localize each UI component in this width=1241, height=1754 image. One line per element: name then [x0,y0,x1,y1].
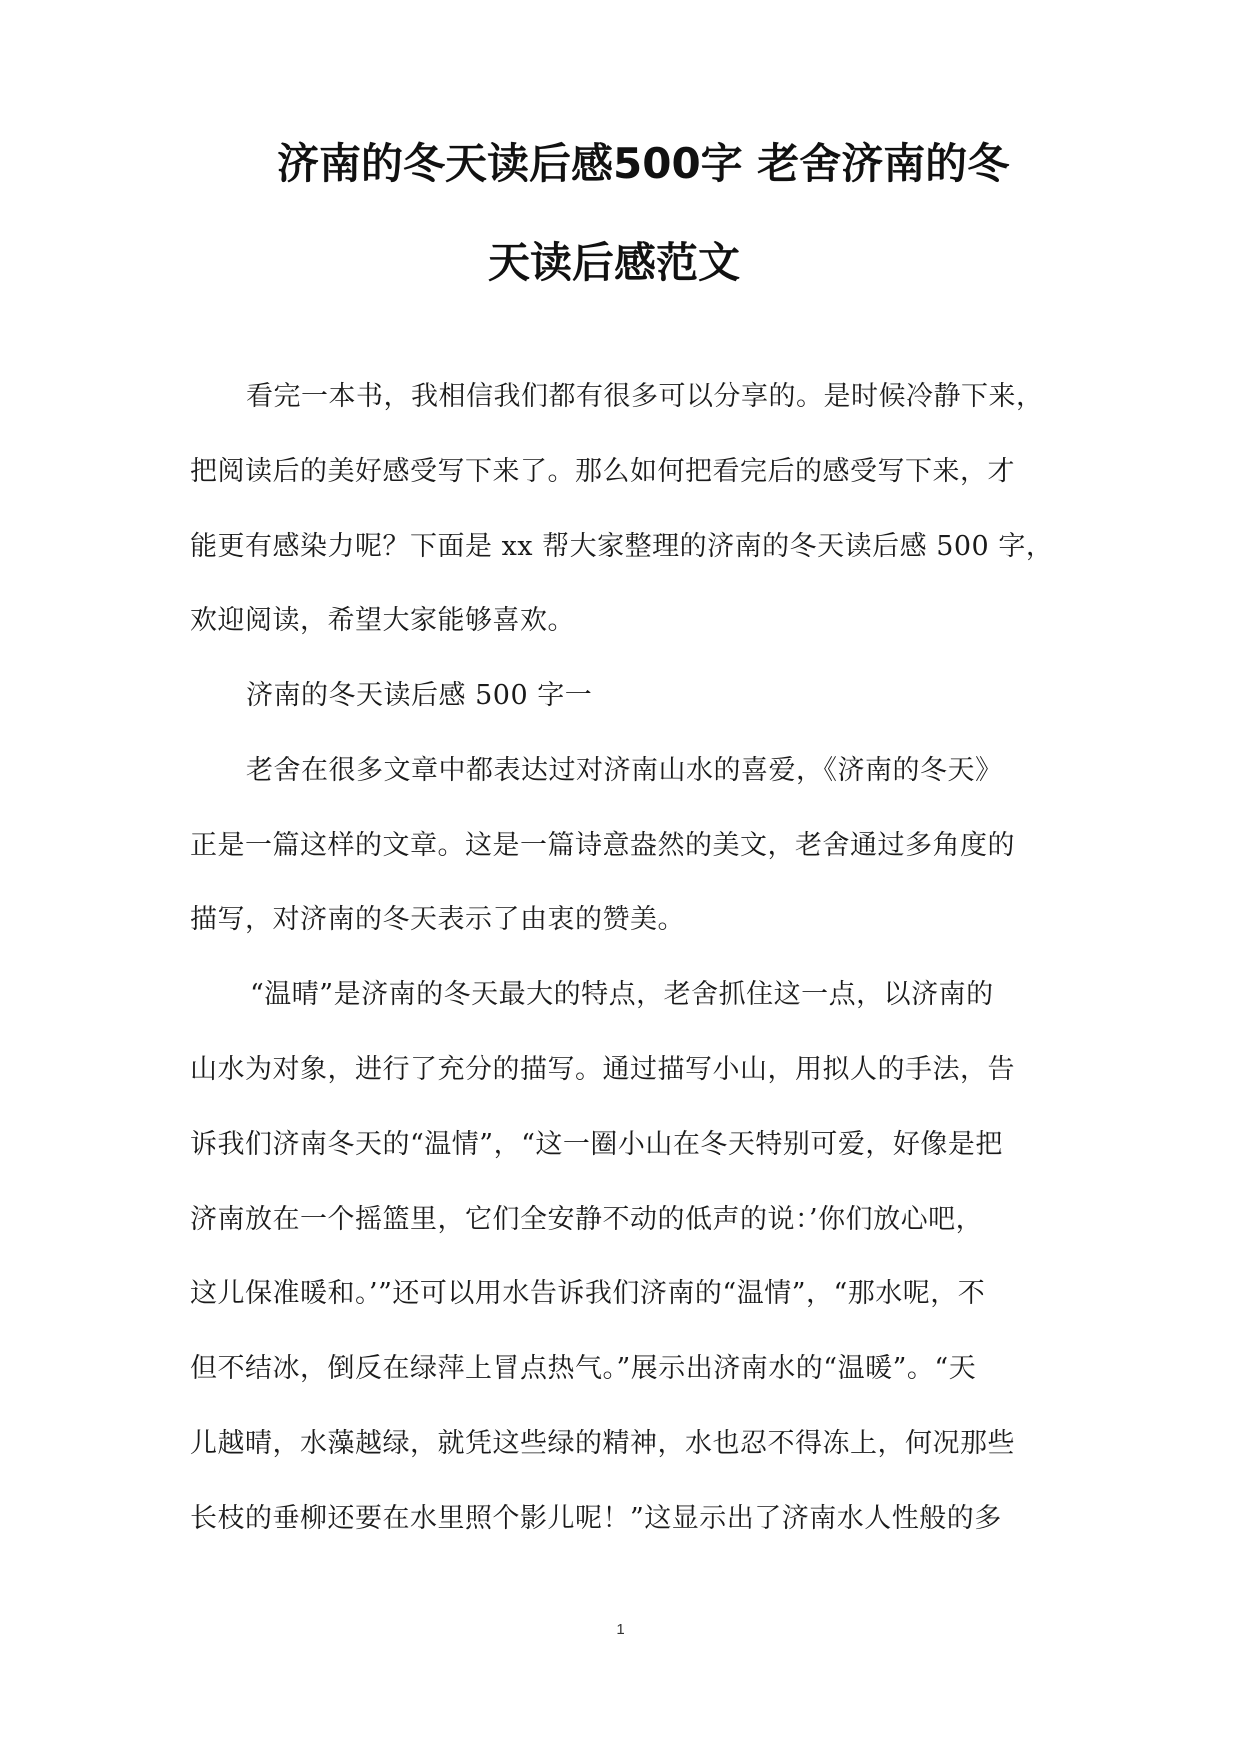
page-number: 1 [616,1621,625,1638]
paragraph-line: 诉我们济南冬天的“温情”，“这一圈小山在冬天特别可爱，好像是把 [190,1129,1003,1160]
paragraph-line: 欢迎阅读，希望大家能够喜欢。 [190,605,575,636]
paragraph-line: 把阅读后的美好感受写下来了。那么如何把看完后的感受写下来，才 [190,456,1015,487]
paragraph-line: 儿越晴，水藻越绿，就凭这些绿的精神，水也忍不得冻上，何况那些 [190,1428,1015,1459]
paragraph-line: “温晴”是济南的冬天最大的特点，老舍抓住这一点，以济南的 [250,979,994,1010]
paragraph-line: 看完一本书，我相信我们都有很多可以分享的。是时候冷静下来， [246,381,1044,412]
paragraph-line: 山水为对象，进行了充分的描写。通过描写小山，用拟人的手法，告 [190,1054,1015,1085]
paragraph-line: 描写，对济南的冬天表示了由衷的赞美。 [190,904,685,935]
paragraph-line: 这儿保准暖和。’”还可以用水告诉我们济南的“温情”，“那水呢，不 [190,1278,986,1309]
paragraph-line: 但不结冰，倒反在绿萍上冒点热气。”展示出济南水的“温暖”。“天 [190,1353,977,1384]
paragraph-line: 正是一篇这样的文章。这是一篇诗意盎然的美文，老舍通过多角度的 [190,830,1015,861]
paragraph-line: 济南放在一个摇篮里，它们全安静不动的低声的说：’你们放心吧， [190,1204,984,1235]
title-line-1: 济南的冬天读后感500字 老舍济南的冬 [277,139,1010,188]
paragraph-line: 长枝的垂柳还要在水里照个影儿呢！”这显示出了济南水人性般的多 [190,1503,1002,1534]
paragraph-line: 老舍在很多文章中都表达过对济南山水的喜爱，《济南的冬天》 [246,755,1003,786]
paragraph-line: 能更有感染力呢？下面是 xx 帮大家整理的济南的冬天读后感 500 字， [190,531,1054,562]
title-line-2: 天读后感范文 [488,238,741,287]
section-heading: 济南的冬天读后感 500 字一 [246,680,593,711]
